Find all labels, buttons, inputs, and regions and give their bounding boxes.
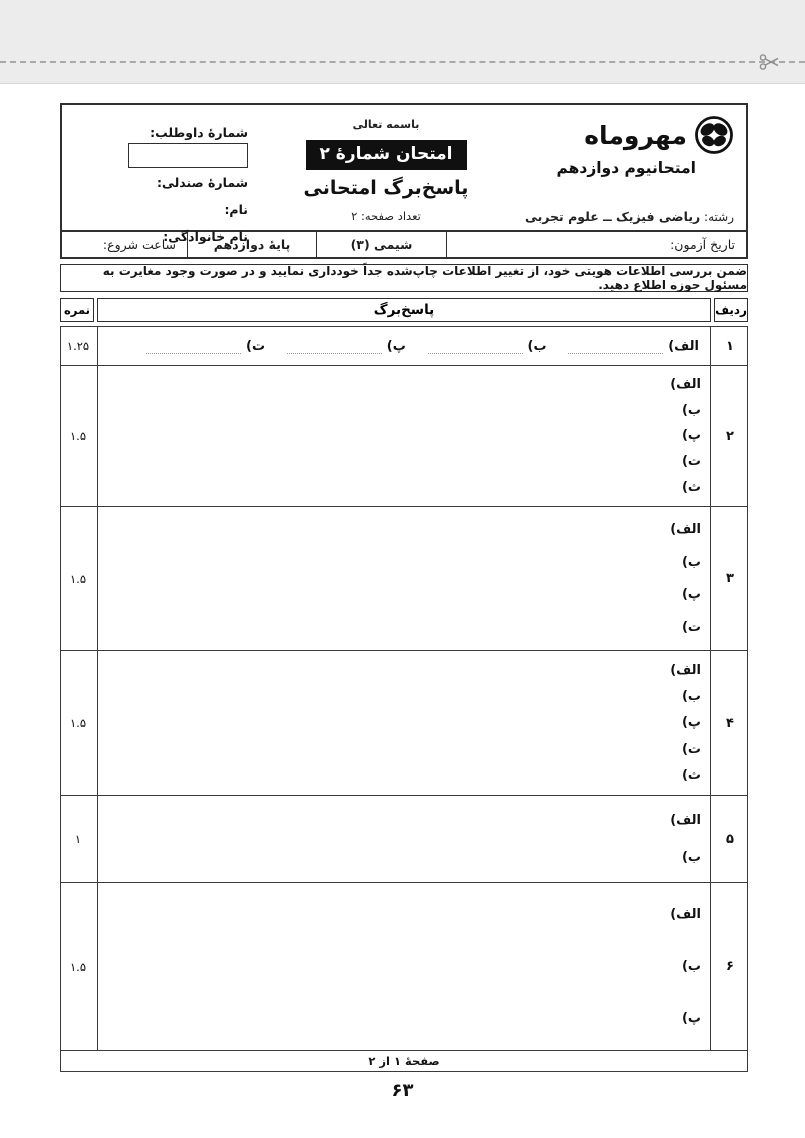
last-name-label: نام خانوادگی: (163, 229, 248, 244)
book-page-number: ۶۳ (391, 1080, 414, 1101)
score-cell: ۱ (74, 832, 82, 846)
answer-part-label: ث) (681, 479, 701, 495)
brand-subtitle: امتحانیوم دوازدهم (556, 159, 696, 177)
study-field-line (522, 209, 734, 224)
study-field-label: رشته: (704, 210, 734, 224)
row-column-header: ردیف (714, 298, 748, 322)
answer-area-cell[interactable] (97, 883, 711, 1050)
brand-name: مهروماه (584, 120, 687, 150)
dotted-answer-line[interactable] (428, 342, 523, 354)
score-cell: ۱.۵ (70, 716, 87, 730)
candidate-number-label: شمارهٔ داوطلب: (150, 125, 248, 140)
table-row (61, 795, 747, 882)
title-block (254, 105, 518, 230)
answer-part-label: ب) (681, 554, 701, 570)
scissors-icon (759, 53, 781, 71)
answer-part-label: ب) (681, 850, 701, 865)
exam-number-badge: امتحان شمارهٔ ۲ (306, 140, 467, 170)
answer-part-label: الف) (670, 813, 701, 828)
answer-part (287, 338, 406, 354)
brand-block (518, 105, 746, 230)
answer-area-cell[interactable] (97, 366, 711, 506)
answer-area-cell[interactable] (97, 651, 711, 795)
answer-area-cell[interactable] (97, 327, 711, 365)
sheet-frame (60, 103, 748, 1072)
score-cell: ۱.۵ (70, 429, 87, 443)
row-number-cell: ۱ (726, 338, 734, 354)
answer-part-label: پ) (681, 587, 701, 603)
score-cell: ۱.۵ (70, 571, 87, 586)
sheet-header (60, 103, 748, 244)
row-number-cell: ۴ (726, 715, 734, 731)
answer-part-label: پ) (386, 338, 406, 354)
answer-part (146, 338, 265, 354)
exam-meta-row (60, 232, 748, 259)
answer-area-cell[interactable] (97, 796, 711, 882)
row-number-cell: ۶ (726, 959, 734, 974)
answer-part-label: ت) (246, 338, 266, 354)
answer-part-label: الف) (670, 907, 701, 923)
table-row (61, 506, 747, 650)
bismillah-text: باسمه تعالی (352, 118, 420, 131)
answer-column-header: پاسخ‌برگ (97, 298, 711, 322)
cut-strip (0, 0, 805, 84)
answer-part (568, 338, 699, 354)
butterfly-logo-icon (694, 115, 734, 155)
answer-part-label: ب) (527, 338, 547, 354)
table-row (61, 882, 747, 1050)
score-column-header: نمره (60, 298, 94, 322)
score-cell: ۱.۵ (70, 959, 87, 974)
sheet-page-indicator: صفحهٔ ۱ از ۲ (60, 1051, 748, 1072)
answer-part-label: ب) (681, 689, 701, 705)
dotted-answer-line[interactable] (287, 342, 382, 354)
candidate-fields (62, 105, 254, 244)
row-number-cell: ۵ (726, 831, 734, 847)
identity-notice: ضمن بررسی اطلاعات هویتی خود، از تغییر اطلاعات چاپ‌شده جداً خودداری نمایید و در صورت وجود مغایرت به مسئول حوزه اطلاع دهید. (60, 264, 748, 292)
answer-part-label: الف) (670, 662, 701, 678)
first-name-label: نام: (224, 202, 248, 217)
dotted-answer-line[interactable] (146, 342, 241, 354)
table-row (61, 650, 747, 795)
dotted-answer-line[interactable] (568, 342, 663, 354)
answer-part-label: پ) (681, 428, 701, 444)
score-cell: ۱.۲۵ (66, 339, 90, 353)
answer-part-label: الف) (670, 521, 701, 537)
answer-part-label: پ) (681, 1010, 701, 1026)
candidate-number-box[interactable] (128, 143, 248, 168)
answer-area-cell[interactable] (97, 507, 711, 650)
page-count-text: تعداد صفحه: ۲ (351, 209, 421, 223)
study-field-value: ریاضی فیزیک ــ علوم تجربی (524, 209, 701, 224)
seat-number-label: شمارهٔ صندلی: (156, 175, 248, 190)
answer-part (428, 338, 547, 354)
table-row (61, 365, 747, 506)
dashed-cut-line (0, 61, 805, 63)
subject-cell: شیمی (۳) (316, 232, 447, 257)
answer-part-label: ث) (681, 768, 701, 784)
row-number-cell: ۲ (726, 428, 734, 444)
answer-part-label: ت) (681, 741, 701, 757)
answer-table-header (60, 298, 748, 322)
answer-part-label: پ) (681, 715, 701, 731)
answer-part-label: الف) (668, 338, 699, 354)
answer-part-label: ت) (681, 454, 701, 470)
answer-part-label: ت) (681, 620, 701, 636)
answer-part-label: ب) (681, 958, 701, 974)
answer-part-label: الف) (670, 377, 701, 393)
row-number-cell: ۳ (726, 571, 734, 586)
answer-table (60, 326, 748, 1051)
answer-part-label: ب) (681, 402, 701, 418)
start-time-label: ساعت شروع: (102, 237, 176, 252)
exam-date-label: تاریخ آزمون: (670, 237, 735, 252)
sheet-title: پاسخ‌برگ امتحانی (303, 177, 469, 199)
table-row (61, 327, 747, 365)
grade-cell: پایهٔ دوازدهم (187, 232, 316, 257)
